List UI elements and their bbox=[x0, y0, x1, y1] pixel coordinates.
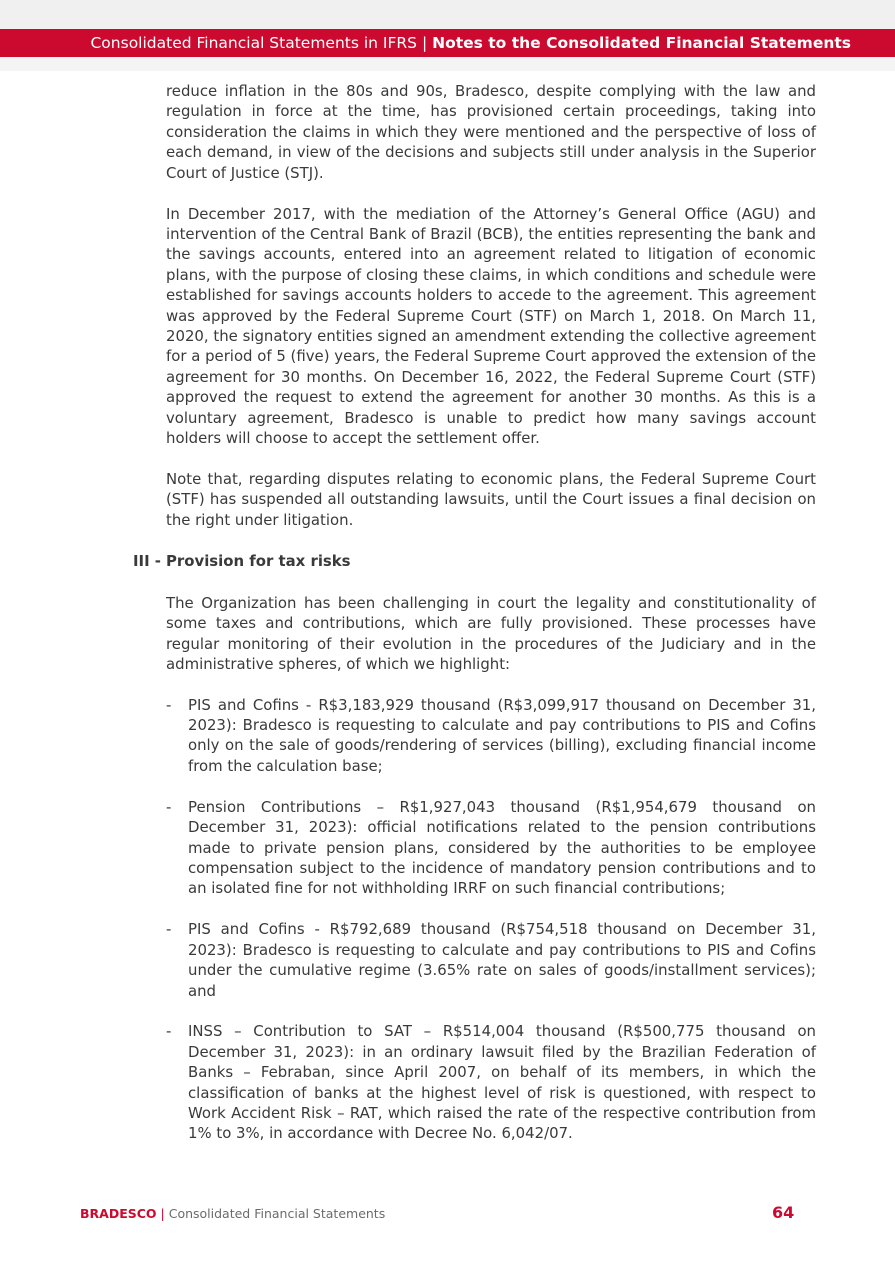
footer-brand-name: BRADESCO bbox=[80, 1206, 157, 1221]
section-number: III - bbox=[133, 551, 161, 570]
list-item bbox=[166, 1021, 816, 1143]
top-strip bbox=[0, 0, 895, 29]
list-item-text: Pension Contributions – R$1,927,043 thousand (R$1,954,679 thousand on December 31, 2023): official notifications related to the pension contributions made to private pension plans, considered by the authorities to be employee compensation subject to the incidence of mandatory pension contributions and to an isolated fine for not withholding IRRF on such financial contributions; bbox=[188, 797, 816, 898]
bullet-dash: - bbox=[166, 1022, 172, 1041]
header-separator: | bbox=[417, 34, 433, 52]
bullet-dash: - bbox=[166, 797, 172, 816]
bullet-dash: - bbox=[166, 695, 172, 714]
paragraph-inflation-provisions: reduce inflation in the 80s and 90s, Bradesco, despite complying with the law and regulation in force at the time, has provisioned certain proceedings, taking into consideration the claims in which they were mentioned and the perspective of loss of each demand, in view of the decisions and subjects still under analysis in the Superior Court of Justice (STJ). bbox=[166, 82, 816, 182]
bullet-dash: - bbox=[166, 920, 172, 939]
list-item bbox=[166, 919, 816, 1001]
tax-risk-list bbox=[166, 695, 816, 1144]
main-content bbox=[133, 81, 816, 1164]
footer-doc-title: Consolidated Financial Statements bbox=[168, 1206, 386, 1221]
header-doc-title: Consolidated Financial Statements in IFRS bbox=[90, 34, 418, 52]
list-item bbox=[166, 797, 816, 899]
list-item bbox=[166, 695, 816, 777]
page-header bbox=[0, 29, 895, 57]
footer-brand bbox=[80, 1206, 385, 1222]
list-item-text: PIS and Cofins - R$3,183,929 thousand (R$3,099,917 thousand on December 31, 2023): Bradesco is requesting to calculate and pay contributions to PIS and Cofins only on the sale of goods/rendering of services (billing), excluding financial income from the calculation base; bbox=[188, 695, 816, 775]
paragraph-stf-suspension: Note that, regarding disputes relating to economic plans, the Federal Supreme Court (STF) has suspended all outstanding lawsuits, until the Court issues a final decision on the right under litigation. bbox=[166, 469, 816, 529]
paragraph-agreement: In December 2017, with the mediation of the Attorney’s General Office (AGU) and intervention of the Central Bank of Brazil (BCB), the entities representing the bank and the savings accounts, entered into an agreement related to litigation of economic plans, with the purpose of closing these claims, in which conditions and schedule were established for savings accounts holders to accede to the agreement. This agreement was approved by the Federal Supreme Court (STF) on March 1, 2018. On March 11, 2020, the signatory entities signed an amendment extending the collective agreement for a period of 5 (five) years, the Federal Supreme Court approved the extension of the agreement for 30 months. On December 16, 2022, the Federal Supreme Court (STF) approved the request to extend the agreement for another 30 months. As this is a voluntary agreement, Bradesco is unable to predict how many savings account holders will choose to accept the settlement offer. bbox=[166, 204, 816, 447]
list-item-text: PIS and Cofins - R$792,689 thousand (R$754,518 thousand on December 31, 2023): Bradesco is requesting to calculate and pay contributions to PIS and Cofins under the cumulative regime (3.65% rate on sales of goods/installment services); and bbox=[188, 920, 816, 1000]
header-underband bbox=[0, 57, 895, 71]
page-number: 64 bbox=[772, 1203, 795, 1222]
list-item-text: INSS – Contribution to SAT – R$514,004 thousand (R$500,775 thousand on December 31, 2023): in an ordinary lawsuit filed by the Brazilian Federation of Banks – Febraban, since April 2007, on behalf of its members, in which the classification of banks at the highest level of risk is questioned, with respect to Work Accident Risk – RAT, which raised the rate of the respective contribution from 1% to 3%, in accordance with Decree No. 6,042/07. bbox=[188, 1022, 816, 1143]
footer-separator: | bbox=[156, 1206, 169, 1221]
section-title: Provision for tax risks bbox=[166, 551, 351, 570]
paragraph-tax-intro: The Organization has been challenging in court the legality and constitutionality of some taxes and contributions, which are fully provisioned. These processes have regular monitoring of their evolution in the procedures of the Judiciary and in the administrative spheres, of which we highlight: bbox=[166, 594, 816, 674]
header-section-title: Notes to the Consolidated Financial Statements bbox=[432, 34, 851, 52]
section-heading bbox=[133, 551, 816, 571]
